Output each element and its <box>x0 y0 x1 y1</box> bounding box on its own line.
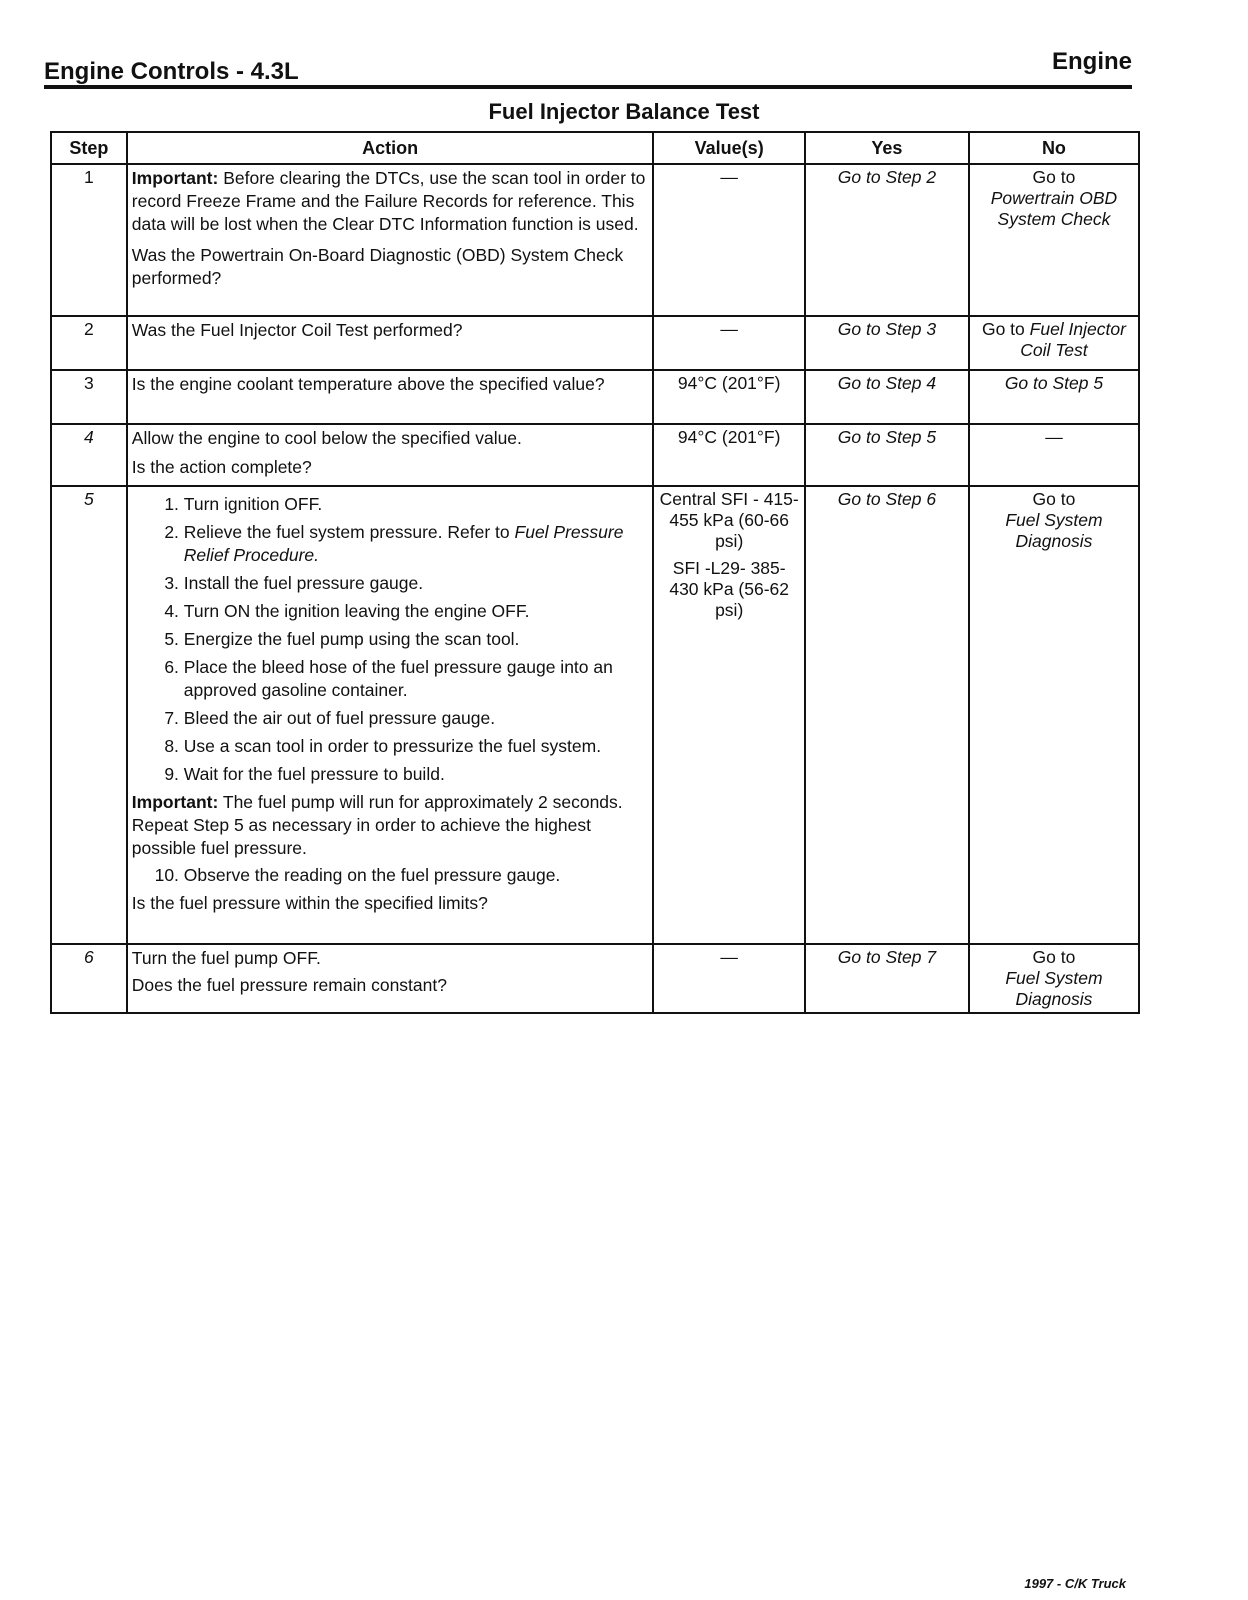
list-item: 3. Install the fuel pressure gauge. <box>184 572 649 595</box>
value-cell: 94°C (201°F) <box>653 424 805 486</box>
list-item: 4. Turn ON the ignition leaving the engine OFF. <box>184 600 649 623</box>
action-cell <box>127 164 654 316</box>
step-number: 2 <box>51 316 127 370</box>
value-cell: — <box>653 164 805 316</box>
section-title: Engine Controls - 4.3L <box>44 58 299 85</box>
step-number: 3 <box>51 370 127 424</box>
question-text: Is the action complete? <box>131 457 312 477</box>
page-header <box>44 48 1132 86</box>
page-title: Fuel Injector Balance Test <box>488 99 760 124</box>
list-item: 10. Observe the reading on the fuel pressure gauge. <box>184 864 649 887</box>
no-reference: Fuel System Diagnosis <box>1005 968 1103 1009</box>
no-reference: Powertrain OBD System Check <box>990 188 1118 229</box>
table-row <box>51 486 1139 944</box>
value-central-sfi: Central SFI - 415-455 kPa (60-66 psi) <box>659 489 799 551</box>
action-cell <box>127 944 654 1013</box>
value-sfi-l29: SFI -L29- 385-430 kPa (56-62 psi) <box>669 558 790 620</box>
table-row <box>51 370 1139 424</box>
no-prefix: Go to <box>1032 489 1076 509</box>
no-prefix: Go to <box>1032 167 1076 187</box>
important-note <box>132 791 649 860</box>
column-header-no: No <box>969 132 1139 164</box>
column-header-values: Value(s) <box>653 132 805 164</box>
step-number: 1 <box>51 164 127 316</box>
question-text: Does the fuel pressure remain constant? <box>131 975 447 995</box>
no-cell: — <box>969 424 1139 486</box>
action-cell <box>127 486 654 944</box>
table-row <box>51 944 1139 1013</box>
question-text: Was the Powertrain On-Board Diagnostic (OBD) System Check performed? <box>131 245 624 288</box>
list-item: 8. Use a scan tool in order to pressurize the fuel system. <box>184 735 649 758</box>
yes-cell: Go to Step 7 <box>805 944 969 1013</box>
list-item: 6. Place the bleed hose of the fuel pressure gauge into an approved gasoline container. <box>184 656 649 702</box>
question-text: Was the Fuel Injector Coil Test performed? <box>131 320 463 340</box>
procedure-list-continued <box>132 864 649 887</box>
yes-cell: Go to Step 3 <box>805 316 969 370</box>
column-header-step: Step <box>51 132 127 164</box>
procedure-reference: Fuel Pressure Relief Procedure. <box>183 522 624 565</box>
step-number: 5 <box>51 486 127 944</box>
list-item <box>184 521 649 567</box>
list-item: 5. Energize the fuel pump using the scan tool. <box>184 628 649 651</box>
list-item: 9. Wait for the fuel pressure to build. <box>184 763 649 786</box>
diagnostic-table <box>50 131 1140 1014</box>
procedure-list <box>132 493 649 786</box>
question-text: Is the engine coolant temperature above the specified value? <box>131 374 605 394</box>
no-reference: Fuel Injector Coil Test <box>1020 319 1126 360</box>
table-header-row <box>51 132 1139 164</box>
column-header-action: Action <box>127 132 654 164</box>
step-number: 4 <box>51 424 127 486</box>
no-prefix: Go to <box>981 319 1025 339</box>
list-item: 1. Turn ignition OFF. <box>184 493 649 516</box>
action-cell <box>127 424 654 486</box>
important-label: Important: <box>131 792 219 812</box>
value-cell <box>653 486 805 944</box>
important-label: Important: <box>131 168 219 188</box>
no-cell <box>969 944 1139 1013</box>
question-text: Is the fuel pressure within the specified limits? <box>131 893 488 913</box>
no-cell: Go to Step 5 <box>969 370 1139 424</box>
table-row <box>51 424 1139 486</box>
no-cell <box>969 486 1139 944</box>
yes-cell: Go to Step 5 <box>805 424 969 486</box>
step-number: 6 <box>51 944 127 1013</box>
no-cell <box>969 164 1139 316</box>
action-text: Turn the fuel pump OFF. <box>131 948 321 968</box>
no-cell <box>969 316 1139 370</box>
yes-cell: Go to Step 6 <box>805 486 969 944</box>
page-footer: 1997 - C/K Truck <box>1024 1576 1126 1591</box>
value-cell: — <box>653 944 805 1013</box>
list-item-text: Relieve the fuel system pressure. Refer to <box>183 522 510 542</box>
value-cell: 94°C (201°F) <box>653 370 805 424</box>
action-cell <box>127 316 654 370</box>
value-cell: — <box>653 316 805 370</box>
important-text: Before clearing the DTCs, use the scan tool in order to record Freeze Frame and the Failure Records for reference. This data will be lost when the Clear DTC Information function is used. <box>131 168 646 234</box>
action-cell <box>127 370 654 424</box>
no-reference: Fuel System Diagnosis <box>1005 510 1103 551</box>
yes-cell: Go to Step 2 <box>805 164 969 316</box>
column-header-yes: Yes <box>805 132 969 164</box>
list-item: 7. Bleed the air out of fuel pressure gauge. <box>184 707 649 730</box>
yes-cell: Go to Step 4 <box>805 370 969 424</box>
table-row <box>51 316 1139 370</box>
no-prefix: Go to <box>1032 947 1076 967</box>
chapter-title: Engine <box>1051 48 1132 75</box>
important-text: The fuel pump will run for approximately 2 seconds. Repeat Step 5 as necessary in order to achieve the highest possible fuel pressure. <box>131 792 623 858</box>
table-row <box>51 164 1139 316</box>
header-rule <box>44 85 1132 89</box>
important-note <box>132 167 649 236</box>
action-text: Allow the engine to cool below the specified value. <box>131 428 522 448</box>
